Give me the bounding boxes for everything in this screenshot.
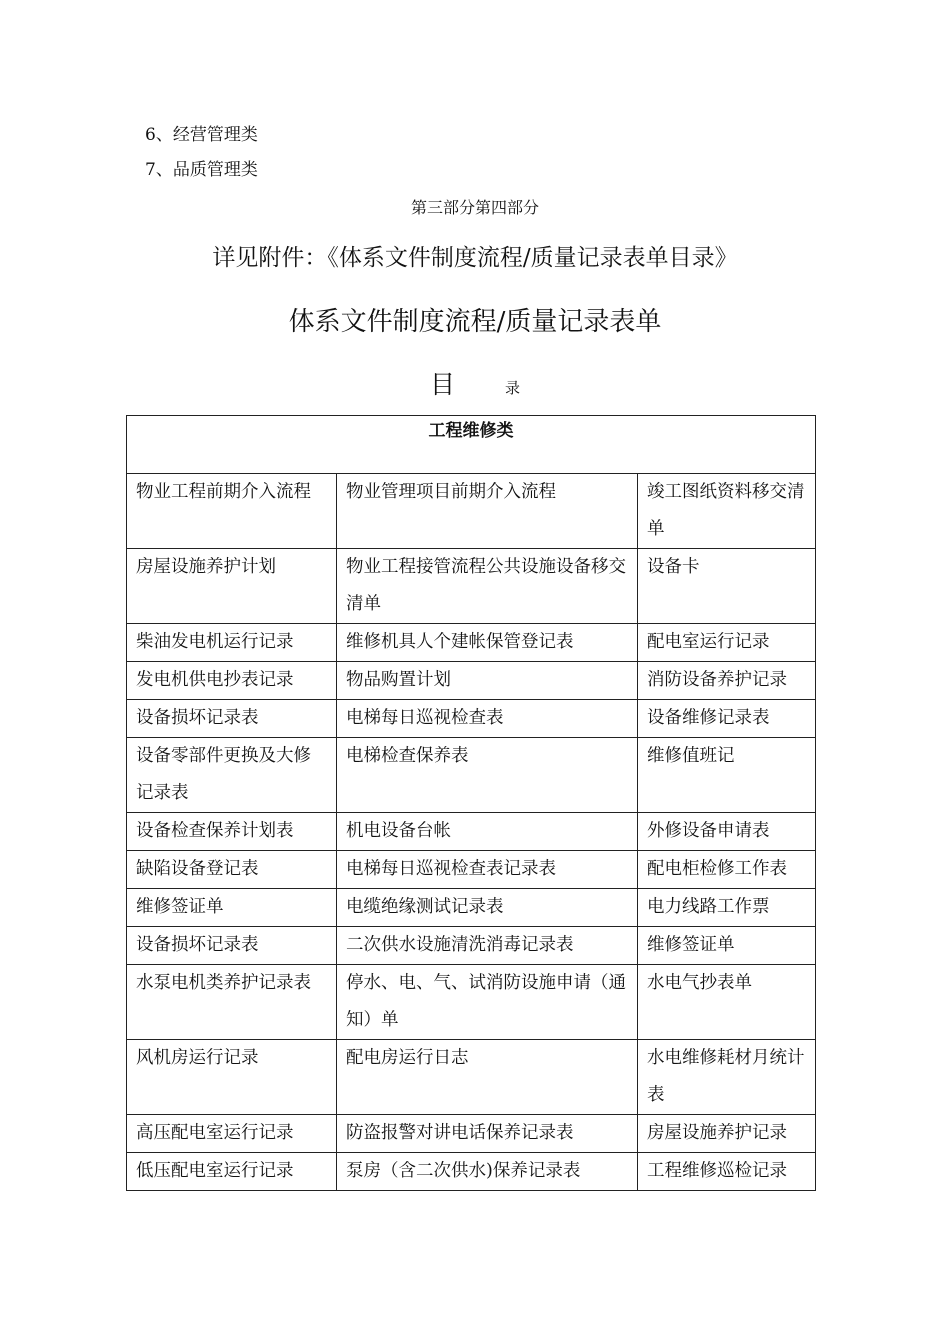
table-cell: 配电柜检修工作表 [638, 851, 816, 889]
table-row [127, 1115, 816, 1153]
table-cell: 维修签证单 [127, 889, 337, 927]
table-row [127, 1040, 816, 1115]
list-item-6: 6、经营管理类 [145, 125, 258, 145]
table-cell: 外修设备申请表 [638, 813, 816, 851]
list-item-7: 7、品质管理类 [145, 160, 258, 180]
main-title: 体系文件制度流程/质量记录表单 [288, 307, 662, 337]
table-cell: 物品购置计划 [337, 662, 638, 700]
toc-heading [0, 365, 950, 401]
table-cell: 设备卡 [638, 549, 816, 624]
table-row [127, 700, 816, 738]
table-cell: 物业管理项目前期介入流程 [337, 474, 638, 549]
table-cell: 物业工程接管流程公共设施设备移交清单 [337, 549, 638, 624]
table-cell: 水电气抄表单 [638, 965, 816, 1040]
table-cell: 柴油发电机运行记录 [127, 624, 337, 662]
table-row [127, 1153, 816, 1191]
section-header-row [127, 416, 816, 474]
see-attachment-line: 详见附件：《体系文件制度流程/质量记录表单目录》 [212, 245, 738, 271]
table-row [127, 549, 816, 624]
table-cell: 缺陷设备登记表 [127, 851, 337, 889]
toc-heading-char-1: 目 [429, 370, 455, 399]
part-heading: 第三部分第四部分 [410, 198, 539, 217]
table-cell: 设备检查保养计划表 [127, 813, 337, 851]
table-cell: 风机房运行记录 [127, 1040, 337, 1115]
table-row [127, 662, 816, 700]
table-row [127, 927, 816, 965]
table-cell: 配电室运行记录 [638, 624, 816, 662]
table-cell: 配电房运行日志 [337, 1040, 638, 1115]
toc-heading-char-2: 录 [505, 379, 521, 397]
table-row [127, 889, 816, 927]
table-row [127, 738, 816, 813]
record-catalog-table [126, 415, 816, 1191]
table-row [127, 624, 816, 662]
table-cell: 设备损坏记录表 [127, 700, 337, 738]
table-cell: 电梯检查保养表 [337, 738, 638, 813]
table-cell: 水泵电机类养护记录表 [127, 965, 337, 1040]
table-row [127, 851, 816, 889]
table-row [127, 474, 816, 549]
table-cell: 防盗报警对讲电话保养记录表 [337, 1115, 638, 1153]
table-cell: 工程维修巡检记录 [638, 1153, 816, 1191]
table-cell: 泵房（含二次供水)保养记录表 [337, 1153, 638, 1191]
table-cell: 消防设备养护记录 [638, 662, 816, 700]
table-cell: 房屋设施养护计划 [127, 549, 337, 624]
table-cell: 二次供水设施清洗消毒记录表 [337, 927, 638, 965]
section-header: 工程维修类 [127, 416, 816, 474]
table-cell: 维修机具人个建帐保管登记表 [337, 624, 638, 662]
table-cell: 电梯每日巡视检查表记录表 [337, 851, 638, 889]
table-cell: 水电维修耗材月统计表 [638, 1040, 816, 1115]
table-body [127, 474, 816, 1191]
table-cell: 电梯每日巡视检查表 [337, 700, 638, 738]
table-cell: 物业工程前期介入流程 [127, 474, 337, 549]
table-cell: 维修值班记 [638, 738, 816, 813]
table-cell: 房屋设施养护记录 [638, 1115, 816, 1153]
table-cell: 设备损坏记录表 [127, 927, 337, 965]
table-cell: 发电机供电抄表记录 [127, 662, 337, 700]
table-cell: 低压配电室运行记录 [127, 1153, 337, 1191]
table-cell: 电缆绝缘测试记录表 [337, 889, 638, 927]
table-cell: 设备零部件更换及大修记录表 [127, 738, 337, 813]
table-cell: 高压配电室运行记录 [127, 1115, 337, 1153]
table-cell: 机电设备台帐 [337, 813, 638, 851]
table-cell: 电力线路工作票 [638, 889, 816, 927]
table-cell: 停水、电、气、试消防设施申请（通知）单 [337, 965, 638, 1040]
table-row [127, 813, 816, 851]
table-cell: 竣工图纸资料移交清单 [638, 474, 816, 549]
table-cell: 设备维修记录表 [638, 700, 816, 738]
table-row [127, 965, 816, 1040]
table-cell: 维修签证单 [638, 927, 816, 965]
